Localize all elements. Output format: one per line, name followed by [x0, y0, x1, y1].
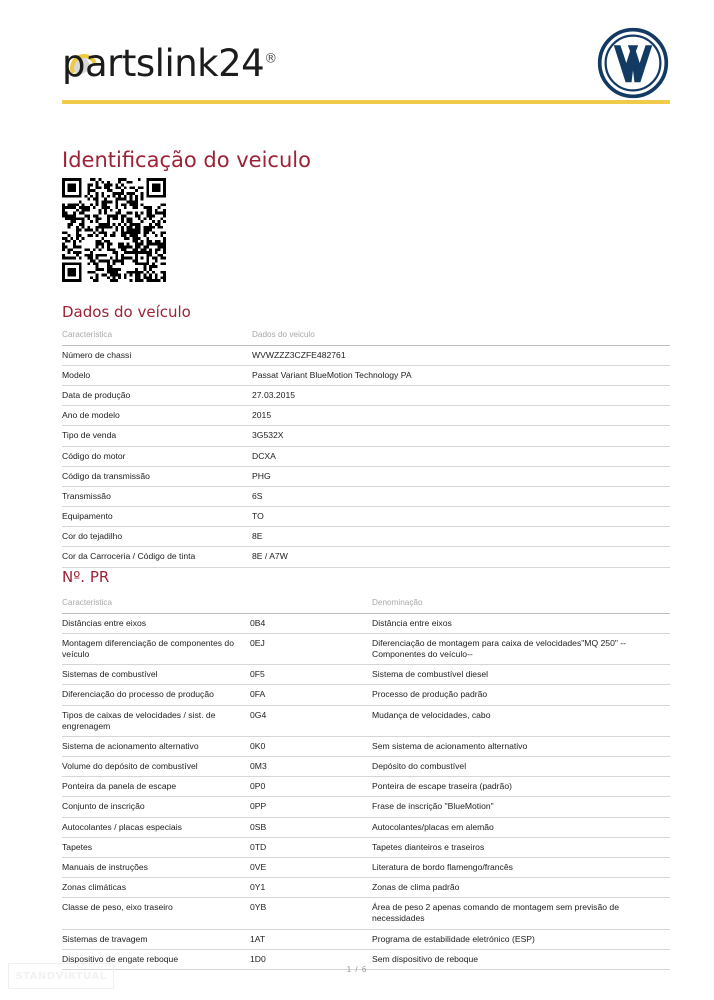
table-row: [62, 685, 670, 705]
cell-characteristic: Tipo de venda: [62, 426, 252, 446]
table-row: [62, 705, 670, 736]
cell-pr-code: 0M3: [250, 757, 372, 777]
table-row: [62, 777, 670, 797]
cell-denomination: Distância entre eixos: [372, 613, 670, 633]
cell-denomination: Sem sistema de acionamento alternativo: [372, 736, 670, 756]
cell-pr-code: 0Y1: [250, 878, 372, 898]
table-row: [62, 527, 670, 547]
vehicle-data-title: Dados do veículo: [62, 303, 191, 321]
cell-pr-code: 1D0: [250, 949, 372, 969]
pr-section-title: Nº. PR: [62, 568, 110, 586]
table-row: [62, 929, 670, 949]
column-header-denomination: Denominação: [372, 598, 670, 613]
vehicle-data-table: [62, 330, 670, 568]
cell-characteristic: Cor do tejadilho: [62, 527, 252, 547]
cell-characteristic: Equipamento: [62, 507, 252, 527]
cell-denomination: Depósito do combustível: [372, 757, 670, 777]
cell-characteristic: Código da transmissão: [62, 466, 252, 486]
cell-value: WVWZZZ3CZFE482761: [252, 345, 670, 365]
cell-pr-code: 0B4: [250, 613, 372, 633]
cell-pr-code: 0VE: [250, 857, 372, 877]
table-row: [62, 547, 670, 567]
table-row: [62, 757, 670, 777]
cell-denomination: Sem dispositivo de reboque: [372, 949, 670, 969]
cell-pr-code: 0PP: [250, 797, 372, 817]
cell-pr-code: 0P0: [250, 777, 372, 797]
brand-name-main: artslink: [85, 42, 219, 85]
cell-characteristic: Sistemas de travagem: [62, 929, 250, 949]
cell-pr-code: 0FA: [250, 685, 372, 705]
cell-characteristic: Manuais de instruções: [62, 857, 250, 877]
cell-denomination: Diferenciação de montagem para caixa de velocidades"MQ 250" -- Componentes do veículo--: [372, 633, 670, 664]
cell-value: PHG: [252, 466, 670, 486]
cell-characteristic: Data de produção: [62, 386, 252, 406]
brand-name-number: 24: [218, 42, 265, 85]
table-row: [62, 736, 670, 756]
table-row: [62, 857, 670, 877]
cell-denomination: Área de peso 2 apenas comando de montagem sem previsão de necessidades: [372, 898, 670, 929]
table-row: [62, 898, 670, 929]
cell-characteristic: Autocolantes / placas especiais: [62, 817, 250, 837]
cell-characteristic: Transmissão: [62, 486, 252, 506]
cell-value: 6S: [252, 486, 670, 506]
document-header: [62, 26, 670, 106]
cell-denomination: Tapetes dianteiros e traseiros: [372, 837, 670, 857]
table-row: [62, 613, 670, 633]
cell-denomination: Literatura de bordo flamengo/francês: [372, 857, 670, 877]
cell-value: 3G532X: [252, 426, 670, 446]
cell-value: TO: [252, 507, 670, 527]
cell-denomination: Zonas de clima padrão: [372, 878, 670, 898]
cell-value: Passat Variant BlueMotion Technology PA: [252, 365, 670, 385]
cell-pr-code: 0K0: [250, 736, 372, 756]
cell-denomination: Ponteira de escape traseira (padrão): [372, 777, 670, 797]
header-divider: [62, 100, 670, 104]
cell-characteristic: Tapetes: [62, 837, 250, 857]
page-number: 1 / 6: [346, 965, 368, 974]
table-row: [62, 386, 670, 406]
table-header-row: [62, 330, 670, 345]
table-row: [62, 406, 670, 426]
cell-characteristic: Tipos de caixas de velocidades / sist. de engrenagem: [62, 705, 250, 736]
cell-characteristic: Modelo: [62, 365, 252, 385]
cell-characteristic: Conjunto de inscrição: [62, 797, 250, 817]
vehicle-qr-code: [62, 178, 166, 282]
pr-codes-table: [62, 598, 670, 970]
cell-denomination: Programa de estabilidade eletrónico (ESP): [372, 929, 670, 949]
brand-wordmark: [62, 42, 277, 85]
cell-characteristic: Ponteira da panela de escape: [62, 777, 250, 797]
table-row: [62, 466, 670, 486]
cell-value: 8E / A7W: [252, 547, 670, 567]
cell-characteristic: Zonas climáticas: [62, 878, 250, 898]
table-row: [62, 365, 670, 385]
table-row: [62, 446, 670, 466]
cell-characteristic: Dispositivo de engate reboque: [62, 949, 250, 969]
table-row: [62, 837, 670, 857]
column-header-characteristic: Caracteristica: [62, 330, 252, 345]
cell-characteristic: Cor da Carroceria / Código de tinta: [62, 547, 252, 567]
table-row: [62, 797, 670, 817]
cell-characteristic: Sistemas de combustível: [62, 665, 250, 685]
table-row: [62, 878, 670, 898]
column-header-value: Dados do veiculo: [252, 330, 670, 345]
cell-characteristic: Sistema de acionamento alternativo: [62, 736, 250, 756]
cell-characteristic: Código do motor: [62, 446, 252, 466]
standvirtual-watermark: STANDVIRTUAL: [8, 963, 114, 989]
cell-characteristic: Classe de peso, eixo traseiro: [62, 898, 250, 929]
vw-logo-icon: [596, 26, 670, 100]
cell-characteristic: Ano de modelo: [62, 406, 252, 426]
cell-pr-code: 0F5: [250, 665, 372, 685]
cell-denomination: Mudança de velocidades, cabo: [372, 705, 670, 736]
cell-pr-code: 0YB: [250, 898, 372, 929]
cell-pr-code: 0TD: [250, 837, 372, 857]
cell-denomination: Sistema de combustível diesel: [372, 665, 670, 685]
cell-value: 8E: [252, 527, 670, 547]
cell-characteristic: Volume do depósito de combustível: [62, 757, 250, 777]
table-header-row: [62, 598, 670, 613]
cell-characteristic: Diferenciação do processo de produção: [62, 685, 250, 705]
cell-denomination: Autocolantes/placas em alemão: [372, 817, 670, 837]
cell-value: 27.03.2015: [252, 386, 670, 406]
table-row: [62, 665, 670, 685]
cell-denomination: Frase de inscrição "BlueMotion": [372, 797, 670, 817]
brand-name-prefix: p: [62, 42, 85, 85]
table-row: [62, 507, 670, 527]
column-header-code: [250, 598, 372, 613]
table-row: [62, 345, 670, 365]
cell-characteristic: Número de chassi: [62, 345, 252, 365]
table-row: [62, 486, 670, 506]
cell-pr-code: 0G4: [250, 705, 372, 736]
table-row: [62, 817, 670, 837]
cell-pr-code: 0EJ: [250, 633, 372, 664]
table-row: [62, 633, 670, 664]
cell-pr-code: 0SB: [250, 817, 372, 837]
cell-pr-code: 1AT: [250, 929, 372, 949]
cell-characteristic: Distâncias entre eixos: [62, 613, 250, 633]
column-header-characteristic: Caracteristica: [62, 598, 250, 613]
page-title: Identificação do veiculo: [62, 148, 311, 172]
partslink24-logo: [62, 36, 277, 85]
cell-value: DCXA: [252, 446, 670, 466]
cell-value: 2015: [252, 406, 670, 426]
table-row: [62, 426, 670, 446]
cell-characteristic: Montagem diferenciação de componentes do veículo: [62, 633, 250, 664]
cell-denomination: Processo de produção padrão: [372, 685, 670, 705]
registered-trademark-icon: ®: [264, 51, 277, 67]
